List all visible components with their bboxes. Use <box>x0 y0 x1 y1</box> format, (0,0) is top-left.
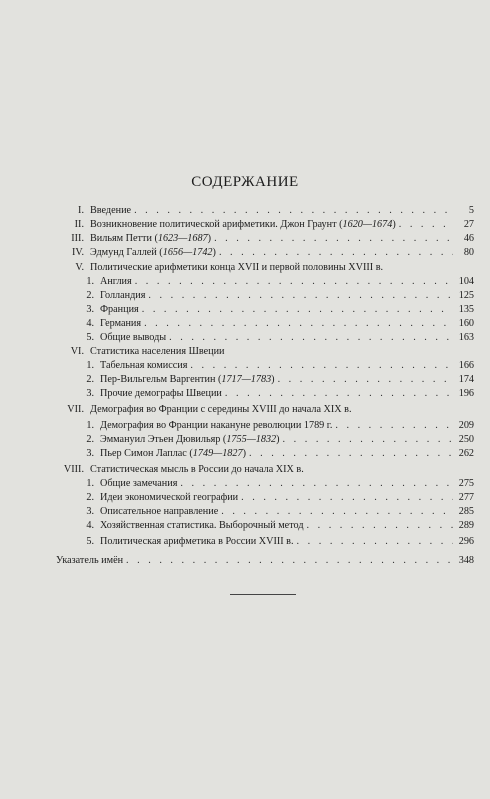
toc-entry-title: Возникновение политической арифметики. Джон Граунт (1620—1674) <box>90 219 396 230</box>
dot-leader <box>134 204 453 218</box>
toc-entry-title: Введение <box>90 205 132 216</box>
toc-entry-number: 3. <box>86 448 94 459</box>
dot-leader <box>225 387 453 401</box>
toc-entry <box>56 505 474 519</box>
toc-entry-page: 160 <box>458 318 474 329</box>
toc-entry <box>56 359 474 373</box>
toc-entry-title: Демография во Франции накануне революции 1789 г. <box>100 420 333 431</box>
toc-entry <box>56 419 474 433</box>
toc-entry-page: 174 <box>458 374 474 385</box>
toc-entry-number: 1. <box>86 276 94 287</box>
closing-rule <box>230 594 296 595</box>
toc-entry-number: V. <box>75 262 84 273</box>
toc-entry-page: 5 <box>468 205 474 216</box>
toc-entry-page: 135 <box>458 304 474 315</box>
toc-entry <box>56 289 474 303</box>
toc-entry-number: 3. <box>86 388 94 399</box>
toc-entry <box>56 519 474 533</box>
toc-entry-title: Статистика населения Швеции <box>90 346 225 357</box>
toc-entry-page: 250 <box>458 434 474 445</box>
toc-entry-title: Политические арифметики конца XVII и первой половины XVIII в. <box>90 262 384 273</box>
toc-entry-number: IV. <box>72 247 84 258</box>
toc-entry-title: Эммануил Этьен Дювильяр (1755—1832) <box>100 434 280 445</box>
toc-entry <box>56 218 474 232</box>
toc-entry-page: 80 <box>463 247 474 258</box>
toc-entry-page: 46 <box>463 233 474 244</box>
toc-entry-number: VII. <box>67 404 84 415</box>
toc-entry-number: 2. <box>86 290 94 301</box>
toc-entry-number: 1. <box>86 420 94 431</box>
toc-entry-title: Статистическая мысль в России до начала XIX в. <box>90 464 304 475</box>
toc-entry-page: 104 <box>458 276 474 287</box>
toc-entry-title: Демография во Франции с середины XVIII до начала XIX в. <box>90 404 352 415</box>
toc-entry-title: Общие выводы <box>100 332 167 343</box>
toc-entry-number: 2. <box>86 374 94 385</box>
dot-leader <box>335 419 453 433</box>
toc-entry <box>56 261 474 275</box>
toc-entry <box>56 403 474 417</box>
toc-entry-number: 2. <box>86 434 94 445</box>
toc-entry-title: Голландия <box>100 290 146 301</box>
dot-leader <box>241 491 453 505</box>
toc-entry-page: 166 <box>458 360 474 371</box>
toc-entry-number: VI. <box>70 346 84 357</box>
dot-leader <box>142 303 453 317</box>
dot-leader <box>219 246 453 260</box>
toc-entry-title: Идеи экономической географии <box>100 492 239 503</box>
dot-leader <box>221 505 453 519</box>
toc-entry-title: Англия <box>100 276 132 287</box>
toc-entry-number: 5. <box>86 332 94 343</box>
toc-entry-number: 2. <box>86 492 94 503</box>
toc-entry-page: 125 <box>458 290 474 301</box>
page-title: СОДЕРЖАНИЕ <box>191 174 299 190</box>
toc-entry-number: II. <box>74 219 84 230</box>
toc-entry-number: 4. <box>86 520 94 531</box>
toc-entry-page: 277 <box>458 492 474 503</box>
toc-entry <box>56 477 474 491</box>
dot-leader <box>278 373 453 387</box>
dot-leader <box>144 317 453 331</box>
toc-entry-number: VIII. <box>63 464 84 475</box>
dot-leader <box>214 232 453 246</box>
toc-entry-title: Пер-Вильгельм Варгентин (1717—1783) <box>100 374 275 385</box>
toc-entry <box>56 535 474 549</box>
toc-entry-title: Эдмунд Галлей (1656—1742) <box>90 247 216 258</box>
toc-entry <box>56 232 474 246</box>
toc-entry-page: 27 <box>463 219 474 230</box>
toc-entry-title: Указатель имён <box>56 555 124 566</box>
toc-entry-number: 3. <box>86 304 94 315</box>
dot-leader <box>399 218 453 232</box>
toc-entry-title: Общие замечания <box>100 478 178 489</box>
toc-entry-title: Прочие демографы Швеции <box>100 388 222 399</box>
toc-entry-number: 1. <box>86 360 94 371</box>
toc-entry-title: Хозяйственная статистика. Выборочный метод <box>100 520 304 531</box>
toc-entry-page: 196 <box>458 388 474 399</box>
dot-leader <box>169 331 453 345</box>
dot-leader <box>307 519 454 533</box>
dot-leader <box>180 477 453 491</box>
dot-leader <box>297 535 453 549</box>
toc-entry <box>56 463 474 477</box>
toc-entry-title: Политическая арифметика в России XVIII в. <box>100 536 294 547</box>
dot-leader <box>283 433 453 447</box>
dot-leader <box>148 289 453 303</box>
toc-entry <box>56 345 474 359</box>
toc-entry-title: Франция <box>100 304 139 315</box>
dot-leader <box>249 447 453 461</box>
toc-entry-number: 1. <box>86 478 94 489</box>
toc-entry <box>56 387 474 401</box>
toc-entry <box>56 373 474 387</box>
toc-entry-page: 275 <box>458 478 474 489</box>
toc-entry-title: Германия <box>100 318 142 329</box>
toc-entry <box>56 204 474 218</box>
toc-entry-page: 289 <box>458 520 474 531</box>
toc-entry-number: I. <box>78 205 84 216</box>
toc-entry-title: Табельная комиссия <box>100 360 188 371</box>
toc-entry-page: 262 <box>458 448 474 459</box>
toc-entry <box>56 275 474 289</box>
toc-entry-title: Вильям Петти (1623—1687) <box>90 233 212 244</box>
toc-entry <box>56 491 474 505</box>
toc-entry-page: 163 <box>458 332 474 343</box>
toc-entry-title: Описательное направление <box>100 506 219 517</box>
toc-entry <box>56 331 474 345</box>
toc-entry <box>56 246 474 260</box>
toc-entry-page: 348 <box>458 555 474 566</box>
toc-entry-page: 296 <box>458 536 474 547</box>
toc-entry <box>56 433 474 447</box>
dot-leader <box>135 275 453 289</box>
toc-entry-number: 3. <box>86 506 94 517</box>
toc-entry-number: 5. <box>86 536 94 547</box>
toc-entry-number: III. <box>71 233 84 244</box>
toc-entry-title: Пьер Симон Лаплас (1749—1827) <box>100 448 246 459</box>
toc-entry-page: 285 <box>458 506 474 517</box>
toc-entry-number: 4. <box>86 318 94 329</box>
toc-entry <box>56 303 474 317</box>
toc-entry <box>56 447 474 461</box>
dot-leader <box>190 359 453 373</box>
toc-entry <box>56 554 474 568</box>
toc-entry <box>56 317 474 331</box>
dot-leader <box>126 554 453 568</box>
toc-entry-page: 209 <box>458 420 474 431</box>
